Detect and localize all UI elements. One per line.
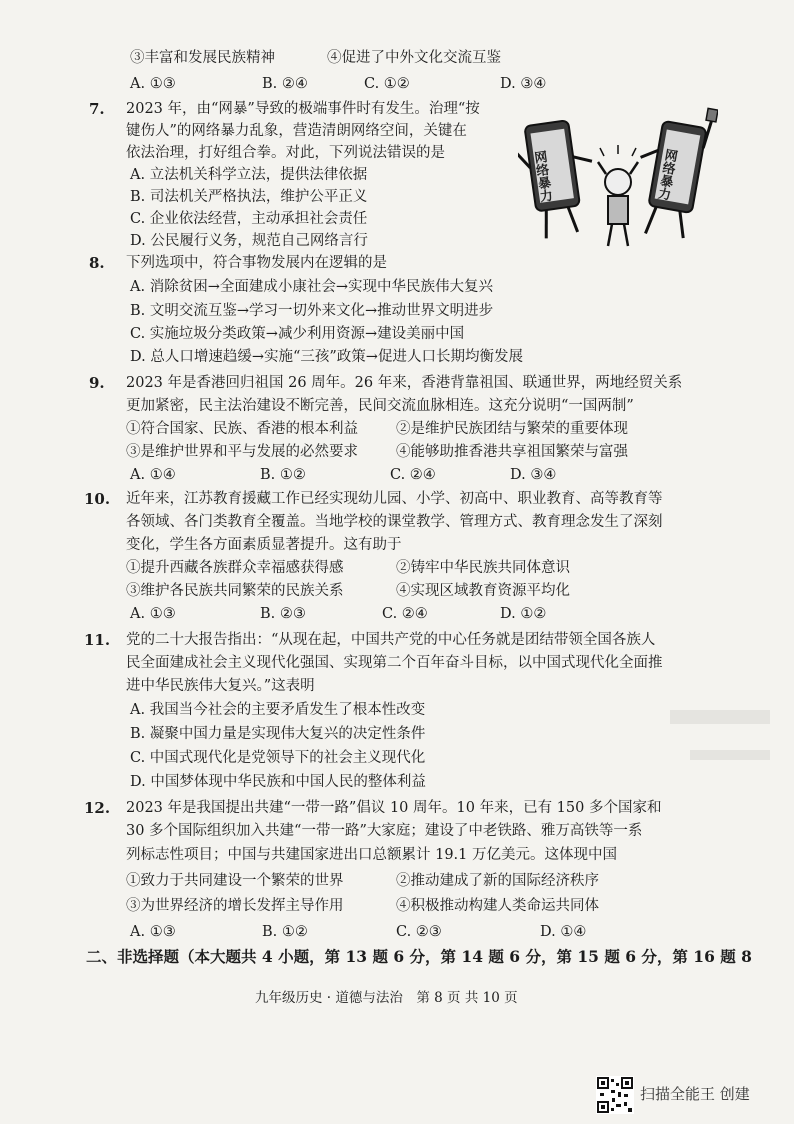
q6-option-b: B. ②④: [262, 76, 308, 92]
q12-stem-line-2: 30 多个国际组织加入共建“一带一路”大家庭；建设了中老铁路、雅万高铁等一系: [126, 823, 643, 839]
scanner-watermark: 扫描全能王 创建: [640, 1085, 750, 1103]
q11-option-b: B. 凝聚中国力量是实现伟大复兴的决定性条件: [130, 726, 426, 742]
q8-option-a: A. 消除贫困→全面建成小康社会→实现中华民族伟大复兴: [130, 279, 493, 295]
q12-statement-2: ②推动建成了新的国际经济秩序: [396, 873, 599, 889]
q10-stem-line-3: 变化，学生各方面素质显著提升。这有助于: [126, 537, 402, 553]
q11-option-d: D. 中国梦体现中华民族和中国人民的整体利益: [130, 774, 426, 790]
q11-stem-line-1: 党的二十大报告指出：“从现在起，中国共产党的中心任务就是团结带领全国各族人: [126, 632, 656, 648]
q9-option-a: A. ①④: [130, 467, 176, 483]
q10-number: 10.: [84, 490, 111, 508]
q9-statement-3: ③是维护世界和平与发展的必然要求: [126, 444, 358, 460]
q10-option-d: D. ①②: [500, 606, 547, 622]
q11-option-c: C. 中国式现代化是党领导下的社会主义现代化: [130, 750, 426, 766]
q10-option-c: C. ②④: [382, 606, 428, 622]
page-footer: 九年级历史 · 道德与法治 第 8 页 共 10 页: [255, 990, 518, 1006]
qr-code-icon: [596, 1076, 634, 1114]
q12-option-a: A. ①③: [130, 924, 176, 940]
q7-option-b: B. 司法机关严格执法，维护公平正义: [130, 189, 368, 205]
q12-statement-3: ③为世界经济的增长发挥主导作用: [126, 898, 344, 914]
q6-option-d: D. ③④: [500, 76, 547, 92]
q6-statement-4: ④促进了中外文化交流互鉴: [327, 50, 501, 66]
q10-statement-1: ①提升西藏各族群众幸福感获得感: [126, 560, 344, 576]
cartoon-drawing: [518, 104, 718, 254]
q9-statement-4: ④能够助推香港共享祖国繁荣与富强: [396, 444, 628, 460]
q12-stem-line-1: 2023 年是我国提出共建“一带一路”倡议 10 周年。10 年来，已有 150 多个国家和: [126, 800, 662, 816]
cartoon-left-label: 网络暴力: [530, 149, 553, 204]
q9-option-b: B. ①②: [260, 467, 306, 483]
q7-stem-line-2: 键伤人”的网络暴力乱象，营造清朗网络空间，关键在: [126, 123, 467, 139]
q10-option-a: A. ①③: [130, 606, 176, 622]
q10-stem-line-2: 各领域、各门类教育全覆盖。当地学校的课堂教学、管理方式、教育理念发生了深刻: [126, 514, 663, 530]
q9-stem-line-2: 更加紧密，民主法治建设不断完善，民间交流血脉相连。这充分说明“一国两制”: [126, 398, 634, 414]
q9-stem-line-1: 2023 年是香港回归祖国 26 周年。26 年来，香港背靠祖国、联通世界，两地经贸关系: [126, 375, 683, 391]
q7-option-a: A. 立法机关科学立法，提供法律依据: [130, 167, 368, 183]
cartoon-right-label: 网络暴力: [654, 147, 678, 201]
q6-statement-3: ③丰富和发展民族精神: [130, 50, 275, 66]
section-2-heading: 二、非选择题（本大题共 4 小题，第 13 题 6 分，第 14 题 6 分，第 15 题 6 分，第 16 题 8: [86, 947, 752, 966]
q7-stem-line-1: 2023 年，由“网暴”导致的极端事件时有发生。治理“按: [126, 101, 480, 117]
q7-option-d: D. 公民履行义务，规范自己网络言行: [130, 233, 368, 249]
q8-stem-line-1: 下列选项中，符合事物发展内在逻辑的是: [126, 255, 387, 271]
q11-number: 11.: [84, 631, 111, 649]
q8-option-d: D. 总人口增速趋缓→实施“三孩”政策→促进人口长期均衡发展: [130, 349, 523, 365]
q10-stem-line-1: 近年来，江苏教育援藏工作已经实现幼儿园、小学、初高中、职业教育、高等教育等: [126, 491, 663, 507]
q10-statement-3: ③维护各民族共同繁荣的民族关系: [126, 583, 344, 599]
q12-option-d: D. ①④: [540, 924, 587, 940]
q8-option-c: C. 实施垃圾分类政策→减少利用资源→建设美丽中国: [130, 326, 465, 342]
q6-option-a: A. ①③: [130, 76, 176, 92]
q9-statement-1: ①符合国家、民族、香港的根本利益: [126, 421, 358, 437]
q9-option-c: C. ②④: [390, 467, 436, 483]
cyberbullying-cartoon: [518, 104, 718, 254]
q9-statement-2: ②是维护民族团结与繁荣的重要体现: [396, 421, 628, 437]
q8-option-b: B. 文明交流互鉴→学习一切外来文化→推动世界文明进步: [130, 303, 494, 319]
q7-stem-line-3: 依法治理，打好组合拳。对此，下列说法错误的是: [126, 145, 445, 161]
q6-option-c: C. ①②: [364, 76, 410, 92]
q12-number: 12.: [84, 799, 111, 817]
bleed-through-mark: [670, 710, 770, 724]
q10-statement-4: ④实现区域教育资源平均化: [396, 583, 570, 599]
q12-option-b: B. ①②: [262, 924, 308, 940]
q12-option-c: C. ②③: [396, 924, 442, 940]
bleed-through-mark: [690, 750, 770, 760]
q11-option-a: A. 我国当今社会的主要矛盾发生了根本性改变: [130, 702, 426, 718]
q7-number: 7.: [89, 100, 105, 118]
q9-option-d: D. ③④: [510, 467, 557, 483]
q12-statement-4: ④积极推动构建人类命运共同体: [396, 898, 599, 914]
q10-statement-2: ②铸牢中华民族共同体意识: [396, 560, 570, 576]
q10-option-b: B. ②③: [260, 606, 306, 622]
q8-number: 8.: [89, 254, 105, 272]
q11-stem-line-2: 民全面建成社会主义现代化强国、实现第二个百年奋斗目标，以中国式现代化全面推: [126, 655, 663, 671]
q9-number: 9.: [89, 374, 105, 392]
q12-stem-line-3: 列标志性项目；中国与共建国家进出口总额累计 19.1 万亿美元。这体现中国: [126, 847, 618, 863]
q11-stem-line-3: 进中华民族伟大复兴。”这表明: [126, 678, 315, 694]
q7-option-c: C. 企业依法经营，主动承担社会责任: [130, 211, 368, 227]
q12-statement-1: ①致力于共同建设一个繁荣的世界: [126, 873, 344, 889]
